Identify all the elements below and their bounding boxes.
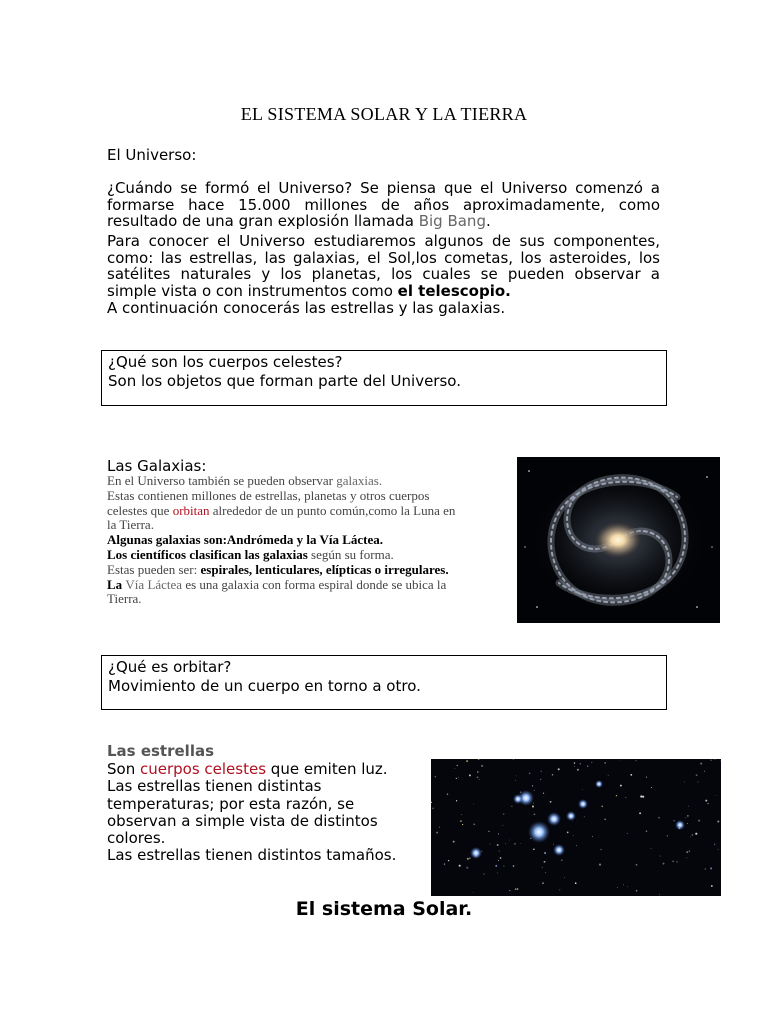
orbitan-link[interactable]: orbitan	[172, 502, 210, 518]
box1-answer: Son los objetos que forman parte del Universo.	[108, 372, 461, 390]
universe-heading: El Universo:	[107, 146, 197, 164]
box2-answer: Movimiento de un cuerpo en torno a otro.	[108, 677, 421, 695]
box1-question: ¿Qué son los cuerpos celestes?	[108, 353, 343, 371]
galaxias-link[interactable]: galaxias.	[336, 473, 383, 488]
universe-paragraph-3: A continuación conocerás las estrellas y las galaxias.	[107, 299, 506, 317]
celestial-bodies-box	[101, 350, 667, 406]
box2-question: ¿Qué es orbitar?	[108, 658, 232, 676]
spiral-galaxy-image	[517, 457, 720, 623]
solar-system-heading: El sistema Solar.	[295, 898, 473, 920]
via-lactea-link[interactable]: Vía Láctea	[125, 576, 183, 592]
cuerpos-celestes-link[interactable]: cuerpos celestes	[139, 760, 267, 778]
page-title: EL SISTEMA SOLAR Y LA TIERRA	[240, 104, 528, 124]
orbit-definition-box	[101, 655, 667, 710]
universe-paragraph-1: ¿Cuándo se formó el Universo? Se piensa que el Universo comenzó a formarse hace 15.000 millones de años aproximadamente, como resultado de una gran explosión llamada Big Bang.	[107, 179, 660, 230]
universe-paragraph-2: Para conocer el Universo estudiaremos algunos de sus componentes, como: las estrellas, las galaxias, el Sol,los cometas, los asteroides, los satélites naturales y los planetas, los cuales se pueden observar a simple vista o con instrumentos como el telescopio.	[107, 232, 660, 300]
star-cluster-image	[431, 759, 721, 896]
galaxies-text: En el Universo también se pueden observar galaxias. Estas contienen millones de estrellas, planetas y otros cuerpos celestes que orbitan alrededor de un punto común,como la Luna en la Tierra. Algunas galaxias son:Andrómeda y la Vía Láctea. Los científicos clasifican las galaxias según su forma. Estas pueden ser: espirales, lenticulares, elípticas o irregulares. La Vía Láctea es una galaxia con forma espiral donde se ubica la Tierra.	[107, 473, 456, 607]
stars-heading: Las estrellas	[107, 742, 215, 760]
telescope-text: el telescopio.	[397, 281, 511, 300]
big-bang-link[interactable]: Big Bang	[418, 212, 486, 230]
galaxies-heading: Las Galaxias:	[107, 457, 207, 475]
stars-text: Son cuerpos celestes que emiten luz. Las estrellas tienen distintas temperaturas; por esta razón, se observan a simple vista de distintos colores. Las estrellas tienen distintos tamaños.	[107, 760, 397, 865]
